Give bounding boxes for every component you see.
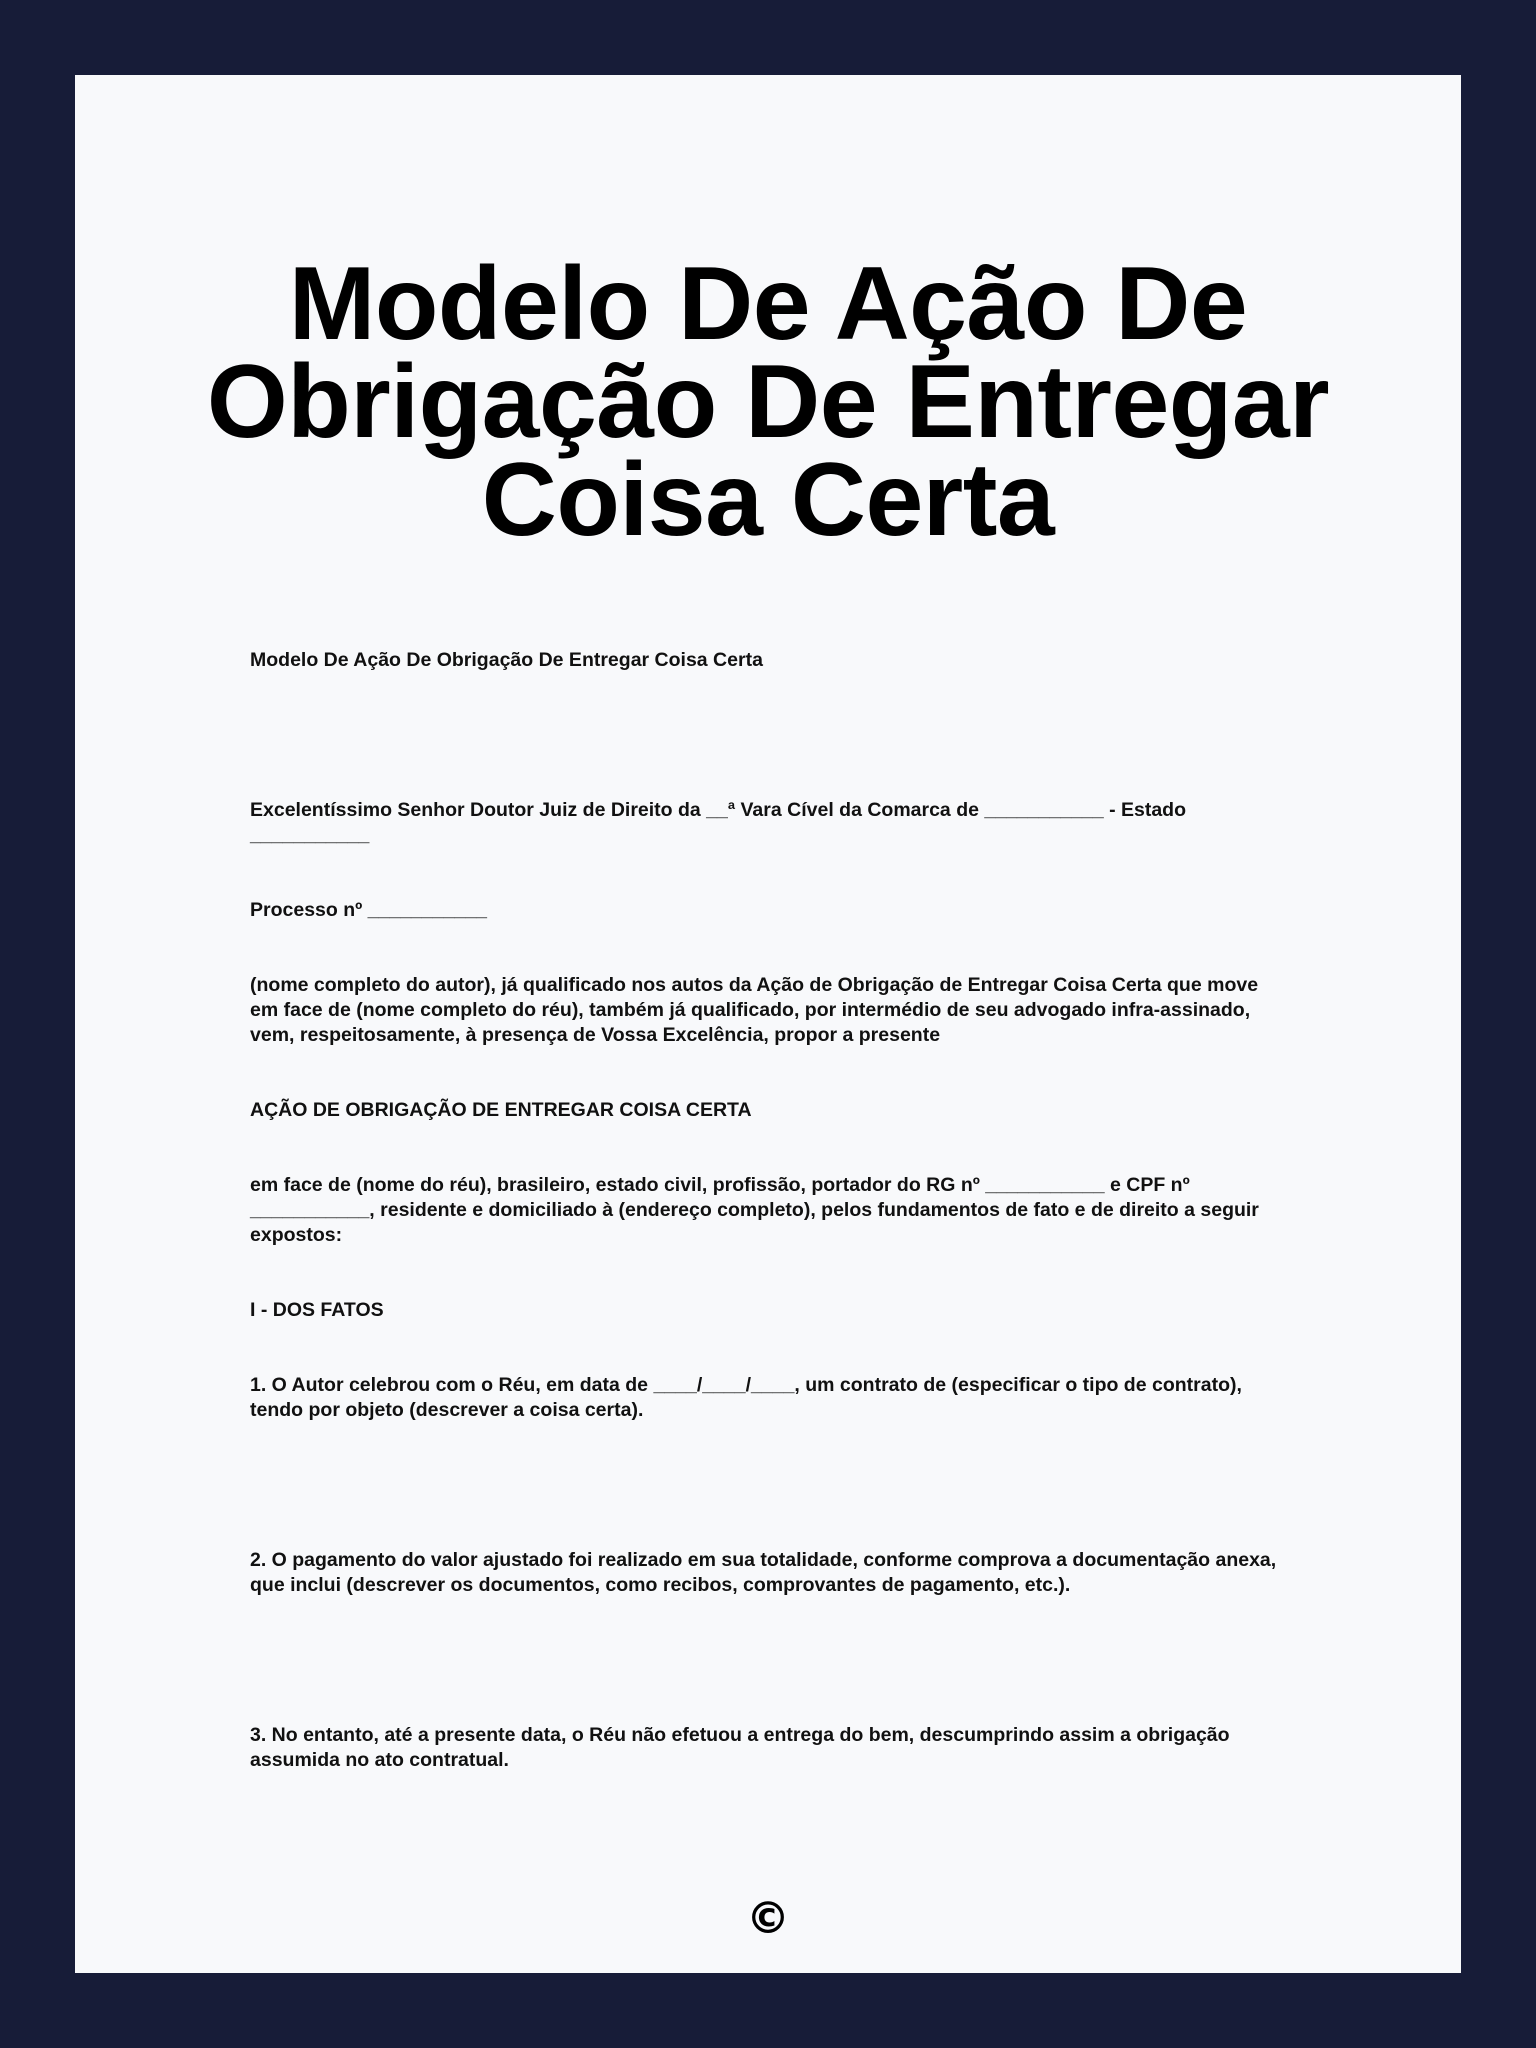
document-page bbox=[75, 75, 1461, 1973]
paragraph-author-intro: (nome completo do autor), já qualificado nos autos da Ação de Obrigação de Entregar Coisa Certa que move em face de (nome completo do réu), também já qualificado, por intermédio de seu advogado infra-assinado, vem, respeitosamente, à presença de Vossa Excelência, propor a presente bbox=[250, 974, 1259, 1046]
paragraph-fact-1: 1. O Autor celebrou com o Réu, em data de ____/____/____, um contrato de (especificar o tipo de contrato), tendo por objeto (descrever a coisa certa). bbox=[250, 1374, 1242, 1421]
paragraph-action-heading: AÇÃO DE OBRIGAÇÃO DE ENTREGAR COISA CERTA bbox=[250, 1099, 752, 1121]
paragraph-defendant: em face de (nome do réu), brasileiro, estado civil, profissão, portador do RG nº ___________ e CPF nº ___________, residente e domiciliado à (endereço completo), pelos fundamentos de fato e de direito a seguir expostos: bbox=[250, 1174, 1259, 1246]
copyright-icon: © bbox=[746, 1893, 790, 1944]
paragraph-process-number: Processo nº ___________ bbox=[250, 899, 487, 921]
paragraph-fact-2: 2. O pagamento do valor ajustado foi realizado em sua totalidade, conforme comprova a documentação anexa, que inclui (descrever os documentos, como recibos, comprovantes de pagamento, etc.). bbox=[250, 1549, 1277, 1596]
section-heading-facts: I - DOS FATOS bbox=[250, 1299, 384, 1321]
paragraph-fact-3: 3. No entanto, até a presente data, o Réu não efetuou a entrega do bem, descumprindo assim a obrigação assumida no ato contratual. bbox=[250, 1724, 1230, 1771]
document-subtitle: Modelo De Ação De Obrigação De Entregar Coisa Certa bbox=[250, 649, 763, 671]
page-title: Modelo De Ação De Obrigação De Entregar Coisa Certa bbox=[206, 246, 1330, 558]
paragraph-addressee: Excelentíssimo Senhor Doutor Juiz de Direito da __ª Vara Cível da Comarca de ___________ - Estado ___________ bbox=[250, 799, 1187, 846]
